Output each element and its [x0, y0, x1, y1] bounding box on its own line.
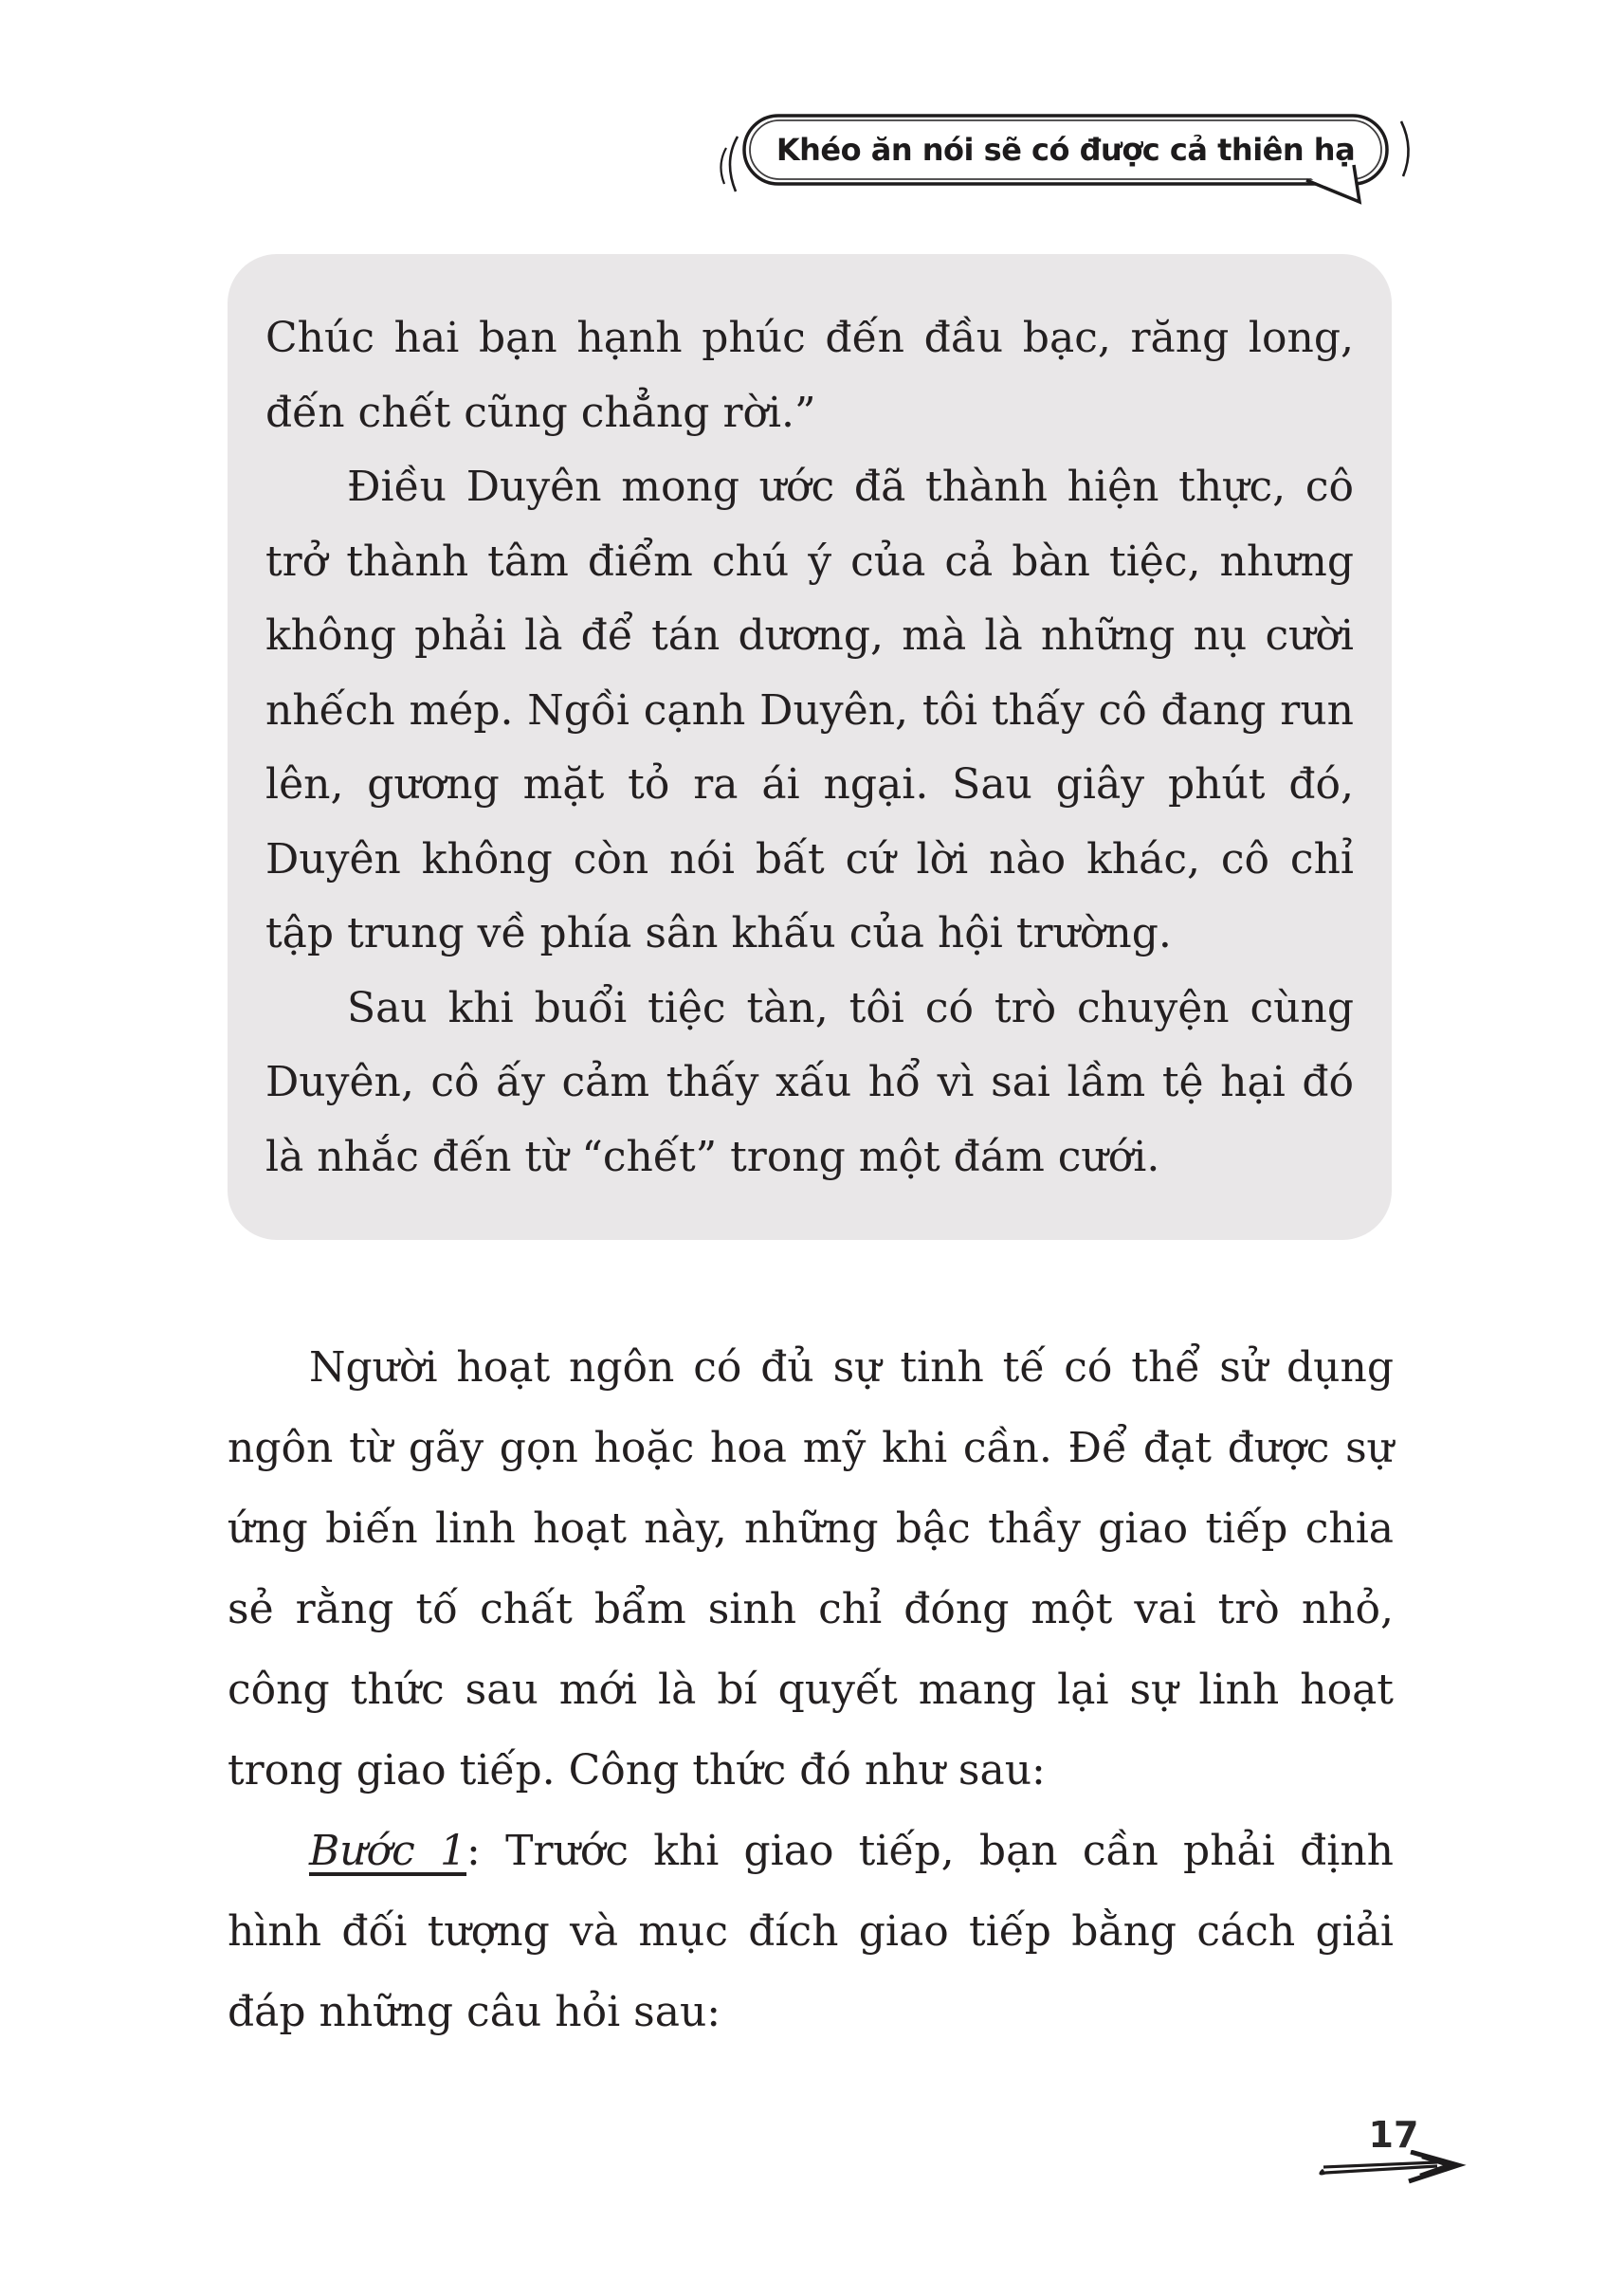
speech-echo-left-icon — [721, 137, 738, 191]
page-number: 17 — [1368, 2114, 1419, 2156]
quote-paragraph: Sau khi buổi tiệc tàn, tôi có trò chuyện cùng Duyên, cô ấy cảm thấy xấu hổ vì sai lầm tệ hại đó là nhắc đến từ “chết” trong một đám cưới. — [265, 983, 1354, 1181]
step-paragraph — [228, 1811, 1394, 2052]
step-label: Bước 1 — [309, 1827, 467, 1875]
quote-box — [228, 254, 1392, 1240]
body-text — [228, 1327, 1394, 2052]
step-text: : Trước khi giao tiếp, bạn cần phải định hình đối tượng và mục đích giao tiếp bằng cách giải đáp những câu hỏi sau: — [228, 1827, 1394, 2036]
page-arrow-icon — [1316, 2150, 1472, 2190]
chapter-title: Khéo ăn nói sẽ có được cả thiên hạ — [776, 132, 1356, 168]
quote-paragraph: Chúc hai bạn hạnh phúc đến đầu bạc, răng long, đến chết cũng chẳng rời.” — [265, 314, 1354, 437]
body-paragraph: Người hoạt ngôn có đủ sự tinh tế có thể sử dụng ngôn từ gãy gọn hoặc hoa mỹ khi cần. Để đạt được sự ứng biến linh hoạt này, những bậc thầy giao tiếp chia sẻ rằng tố chất bẩm sinh chỉ đóng một vai trò nhỏ, công thức sau mới là bí quyết mang lại sự linh hoạt trong giao tiếp. Công thức đó như sau: — [228, 1343, 1394, 1795]
header-speech-bubble — [711, 106, 1422, 258]
speech-echo-right-icon — [1401, 121, 1409, 176]
quote-paragraph: Điều Duyên mong ước đã thành hiện thực, cô trở thành tâm điểm chú ý của cả bàn tiệc, nhưng không phải là để tán dương, mà là những nụ cười nhếch mép. Ngồi cạnh Duyên, tôi thấy cô đang run lên, gương mặt tỏ ra ái ngại. Sau giây phút đó, Duyên không còn nói bất cứ lời nào khác, cô chỉ tập trung về phía sân khấu của hội trường. — [265, 463, 1354, 957]
